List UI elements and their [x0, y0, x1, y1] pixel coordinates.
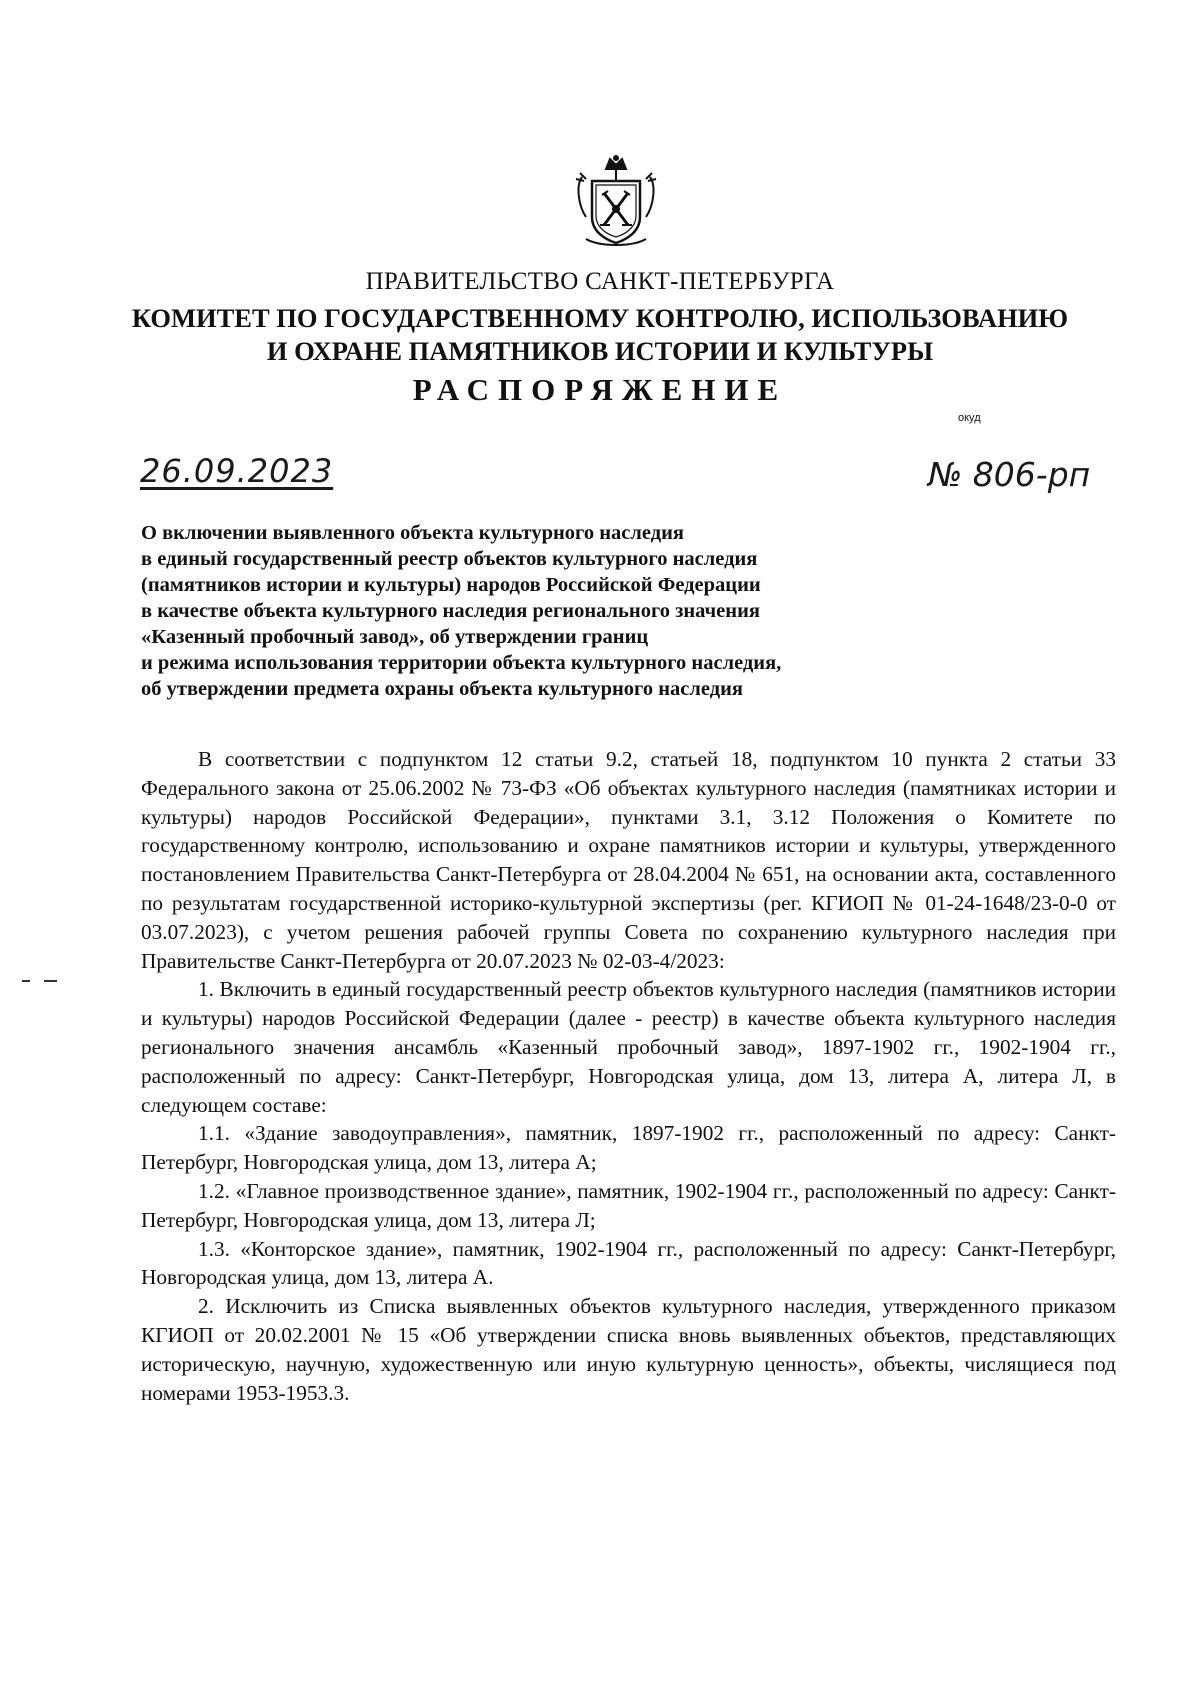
margin-mark [22, 978, 57, 984]
title-line: в качестве объекта культурного наследия регионального значения [141, 600, 760, 622]
document-date: 26.09.2023 [140, 452, 334, 490]
clause-1: 1. Включить в единый государственный реестр объектов культурного наследия (памятников истории и культуры) народов Российской Федерации (далее - реестр) в качестве объекта культурного наследия регионального значения ансамбль «Казенный пробочный завод», 1897-1902 гг., 1902-1904 гг., расположенный по адресу: Санкт-Петербург, Новгородская улица, дом 13, литера А, литера Л, в следующем составе: [141, 977, 1116, 1117]
document-body [141, 745, 1116, 1407]
document-type: РАСПОРЯЖЕНИЕ [412, 372, 788, 407]
clause-1-3: 1.3. «Конторское здание», памятник, 1902-1904 гг., расположенный по адресу: Санкт-Петербург, Новгородская улица, дом 13, литера А. [141, 1236, 1116, 1290]
title-line: (памятников истории и культуры) народов Российской Федерации [141, 574, 761, 596]
clause-2: 2. Исключить из Списка выявленных объектов культурного наследия, утвержденного приказом КГИОП от 20.02.2001 № 15 «Об утверждении списка вновь выявленных объектов, представляющих историческую, научную, художественную или иную культурную ценность», объекты, числящиеся под номерами 1953-1953.3. [141, 1294, 1116, 1405]
government-name: ПРАВИТЕЛЬСТВО САНКТ-ПЕТЕРБУРГА [365, 268, 835, 295]
clause-1-2: 1.2. «Главное производственное здание», памятник, 1902-1904 гг., расположенный по адресу: Санкт-Петербург, Новгородская улица, дом 13, литера Л; [141, 1178, 1116, 1232]
okud-label: окуд [958, 412, 981, 424]
title-line: и режима использования территории объекта культурного наследия, [141, 652, 782, 674]
title-line: в единый государственный реестр объектов культурного наследия [141, 548, 758, 570]
committee-name: КОМИТЕТ ПО ГОСУДАРСТВЕННОМУ КОНТРОЛЮ, ИСПОЛЬЗОВАНИЮ И ОХРАНЕ ПАМЯТНИКОВ ИСТОРИИ И КУЛЬТУРЫ [131, 303, 1069, 366]
title-line: об утверждении предмета охраны объекта культурного наследия [141, 678, 743, 700]
clause-1-1: 1.1. «Здание заводоуправления», памятник, 1897-1902 гг., расположенный по адресу: Санкт-Петербург, Новгородская улица, дом 13, литера А; [141, 1121, 1116, 1175]
coat-of-arms-icon [572, 155, 660, 251]
preamble-paragraph: В соответствии с подпунктом 12 статьи 9.2, статьей 18, подпунктом 10 пункта 2 статьи 33 Федерального закона от 25.06.2002 № 73-ФЗ «Об объектах культурного наследия (памятниках истории и культуры) народов Российской Федерации», пунктами 3.1, 3.12 Положения о Комитете по государственному контролю, использованию и охране памятников истории и культуры, утвержденного постановлением Правительства Санкт-Петербурга от 28.04.2004 № 651, на основании акта, составленного по результатам государственной историко-культурной экспертизы (рег. КГИОП № 01-24-1648/23-0-0 от 03.07.2023), с учетом решения рабочей группы Совета по сохранению культурного наследия при Правительстве Санкт-Петербурга от 20.07.2023 № 02-03-4/2023: [141, 747, 1116, 973]
title-line: О включении выявленного объекта культурного наследия [141, 522, 684, 544]
document-title [141, 520, 941, 702]
document-number: № 806-рп [928, 455, 1091, 494]
title-line: «Казенный пробочный завод», об утверждении границ [141, 626, 649, 648]
